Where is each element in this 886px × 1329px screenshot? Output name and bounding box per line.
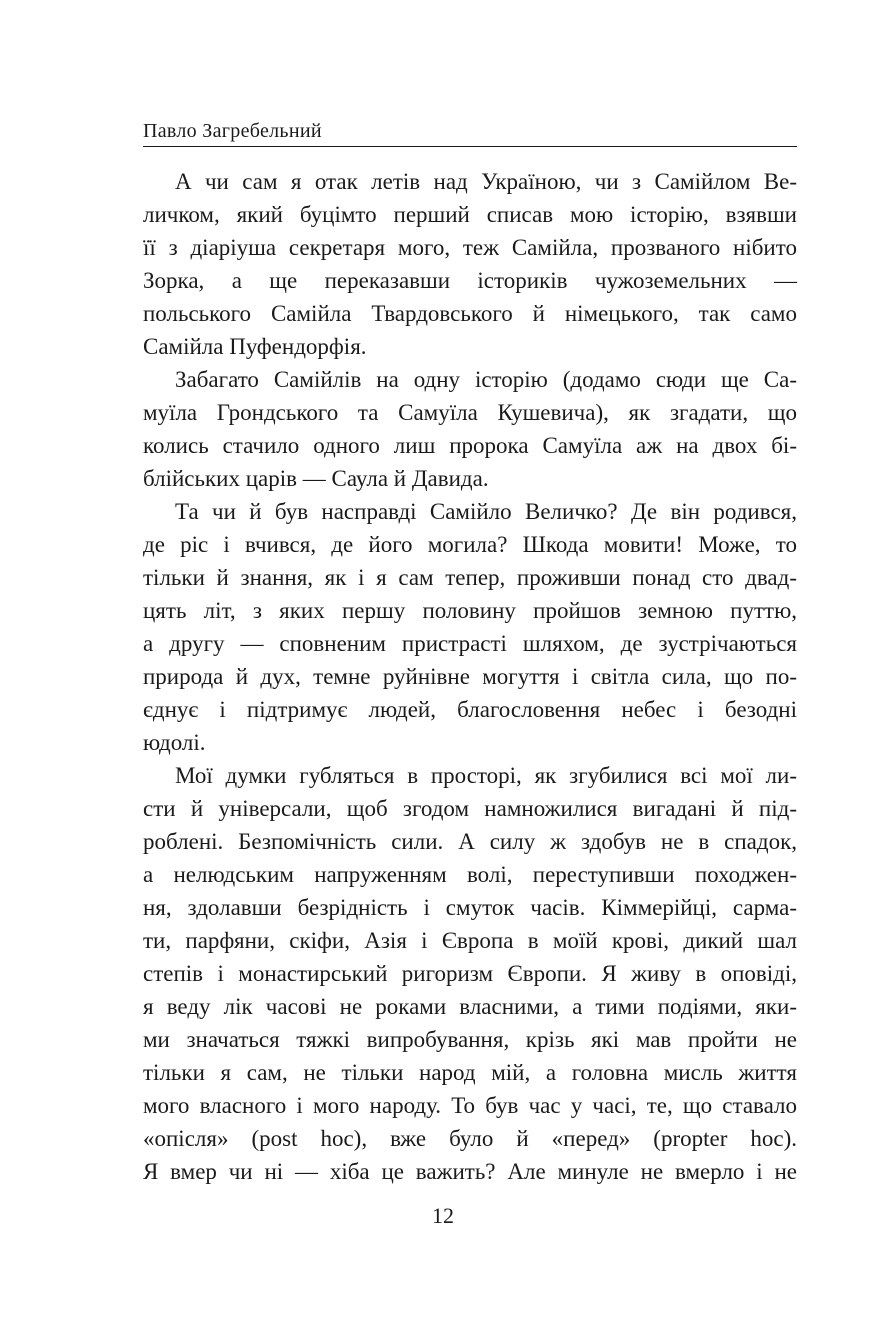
page-number: 12 — [432, 1203, 454, 1228]
text-line: польського Самійла Твардовського й німецького, так само — [143, 301, 797, 326]
text-line: тільки я сам, не тільки народ мій, а головна мисль життя — [143, 1060, 797, 1085]
text-line: сти й універсали, щоб згодом намножилися вигадані й під- — [143, 796, 797, 821]
text-line: Я вмер чи ні — хіба це важить? Але минуле не вмерло і не — [143, 1159, 797, 1184]
text-line: А чи сам я отак летів над Україною, чи з Самійлом Ве- — [175, 169, 797, 194]
text-line: юдолі. — [143, 730, 206, 755]
text-line: колись стачило одного лиш пророка Самуїла аж на двох бі- — [143, 433, 797, 458]
text-line: «опісля» (post hoc), вже було й «перед» (propter hoc). — [143, 1126, 797, 1151]
text-line: ми значаться тяжкі випробування, крізь які мав пройти не — [143, 1027, 797, 1052]
text-line: личком, який буцімто перший списав мою історію, взявши — [143, 202, 797, 227]
text-line: роблені. Безпомічність сили. А силу ж здобув не в спадок, — [143, 829, 797, 854]
text-line: ня, здолавши безрідність і смуток часів. Кіммерійці, сарма- — [143, 895, 797, 920]
text-line: її з діаріуша секретаря мого, теж Самійла, прозваного нібито — [143, 235, 797, 260]
body-text — [143, 165, 797, 1188]
text-line: а другу — сповненим пристрасті шляхом, де зустрічаються — [143, 631, 797, 656]
text-line: Самійла Пуфендорфія. — [143, 334, 367, 359]
text-line: я веду лік часові не роками власними, а тими подіями, яки- — [143, 994, 797, 1019]
text-line: блійських царів — Саула й Давида. — [143, 466, 489, 491]
text-line: Та чи й був насправді Самійло Величко? Де він родився, — [175, 499, 797, 524]
text-line: Зорка, а ще переказавши істориків чужоземельних — — [143, 268, 797, 293]
running-title: Павло Загребельний — [143, 120, 322, 142]
text-line: а нелюдським напруженням волі, переступивши походжен- — [143, 862, 797, 887]
text-line: муїла Грондського та Самуїла Кушевича), як згадати, що — [143, 400, 797, 425]
text-line: де ріс і вчився, де його могила? Шкода мовити! Може, то — [143, 532, 797, 557]
text-line: цять літ, з яких першу половину пройшов земною путтю, — [143, 598, 797, 623]
text-line: Мої думки губляться в просторі, як згубилися всі мої ли- — [175, 763, 797, 788]
text-line: степів і монастирський ригоризм Європи. Я живу в оповіді, — [143, 961, 797, 986]
text-line: єднує і підтримує людей, благословення небес і безодні — [143, 697, 797, 722]
text-line: Забагато Самійлів на одну історію (додамо сюди ще Са- — [175, 367, 797, 392]
text-line: тільки й знання, як і я сам тепер, проживши понад сто двад- — [143, 565, 797, 590]
text-line: природа й дух, темне руйнівне могуття і світла сила, що по- — [143, 664, 797, 689]
text-line: мого власного і мого народу. То був час у часі, те, що ставало — [143, 1093, 797, 1118]
text-line: ти, парфяни, скіфи, Азія і Європа в моїй крові, дикий шал — [143, 928, 797, 953]
running-header — [143, 118, 797, 147]
